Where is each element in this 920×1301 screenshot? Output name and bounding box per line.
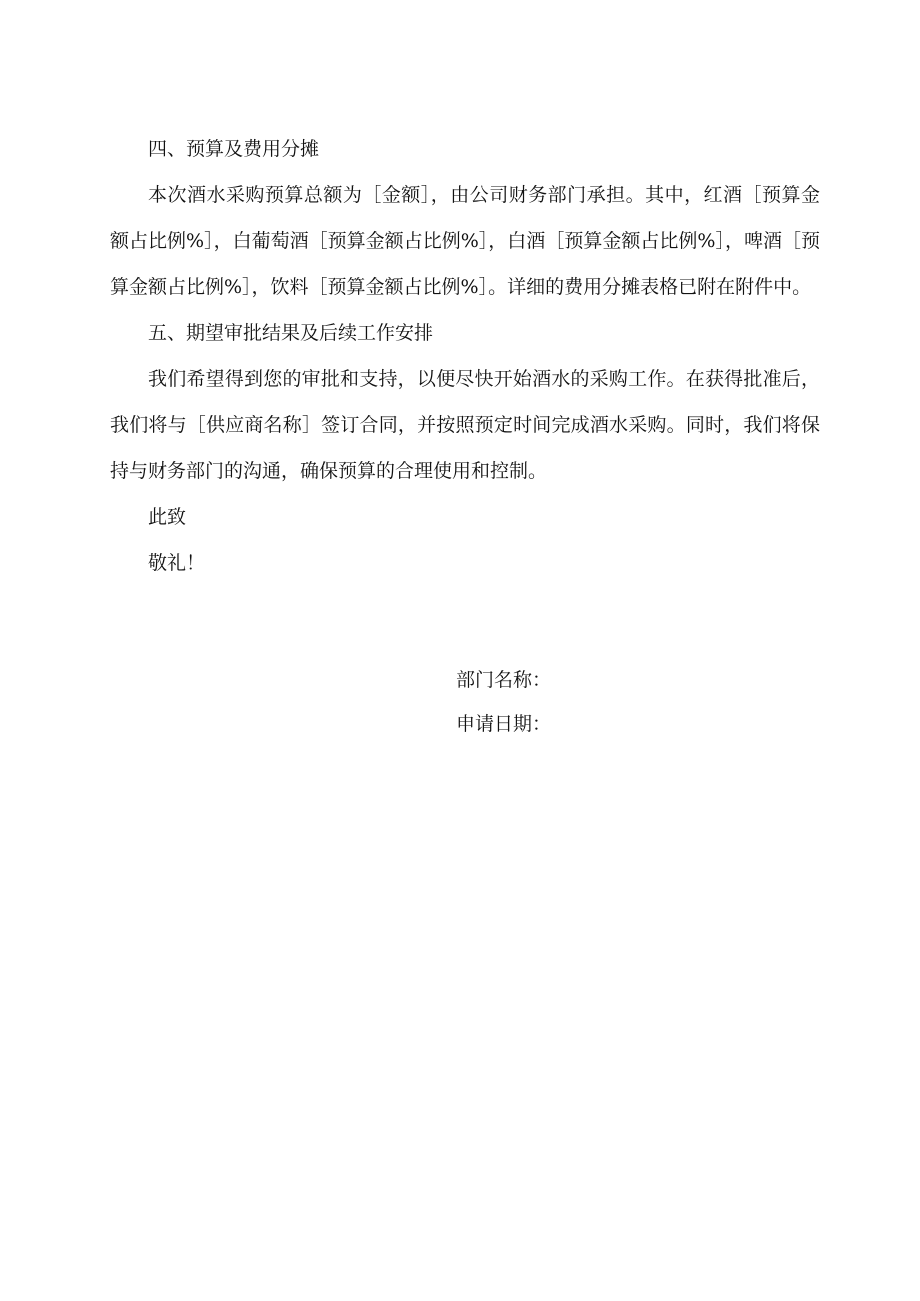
section-heading-followup: 五、期望审批结果及后续工作安排 [148, 322, 434, 344]
section-body-budget: 本次酒水采购预算总额为［金额］，由公司财务部门承担。其中，红酒［预算金额占比例%］，白葡萄酒［预算金额占比例%］，白酒［预算金额占比例%］，啤酒［预算金额占比例%］，饮料［预算金额占比例%］。详细的费用分摊表格已附在附件中。 [110, 184, 820, 298]
closing-regards: 敬礼！ [148, 552, 206, 574]
department-label: 部门名称： [456, 669, 552, 691]
section-body-followup: 我们希望得到您的审批和支持，以便尽快开始酒水的采购工作。在获得批准后，我们将与［供应商名称］签订合同，并按照预定时间完成酒水采购。同时，我们将保持与财务部门的沟通，确保预算的合理使用和控制。 [110, 368, 820, 482]
closing-salutation: 此致 [148, 506, 187, 528]
date-label: 申请日期： [456, 713, 552, 735]
section-heading-budget: 四、预算及费用分摊 [148, 138, 320, 160]
letter-body [110, 126, 820, 586]
signature-block [456, 658, 551, 746]
